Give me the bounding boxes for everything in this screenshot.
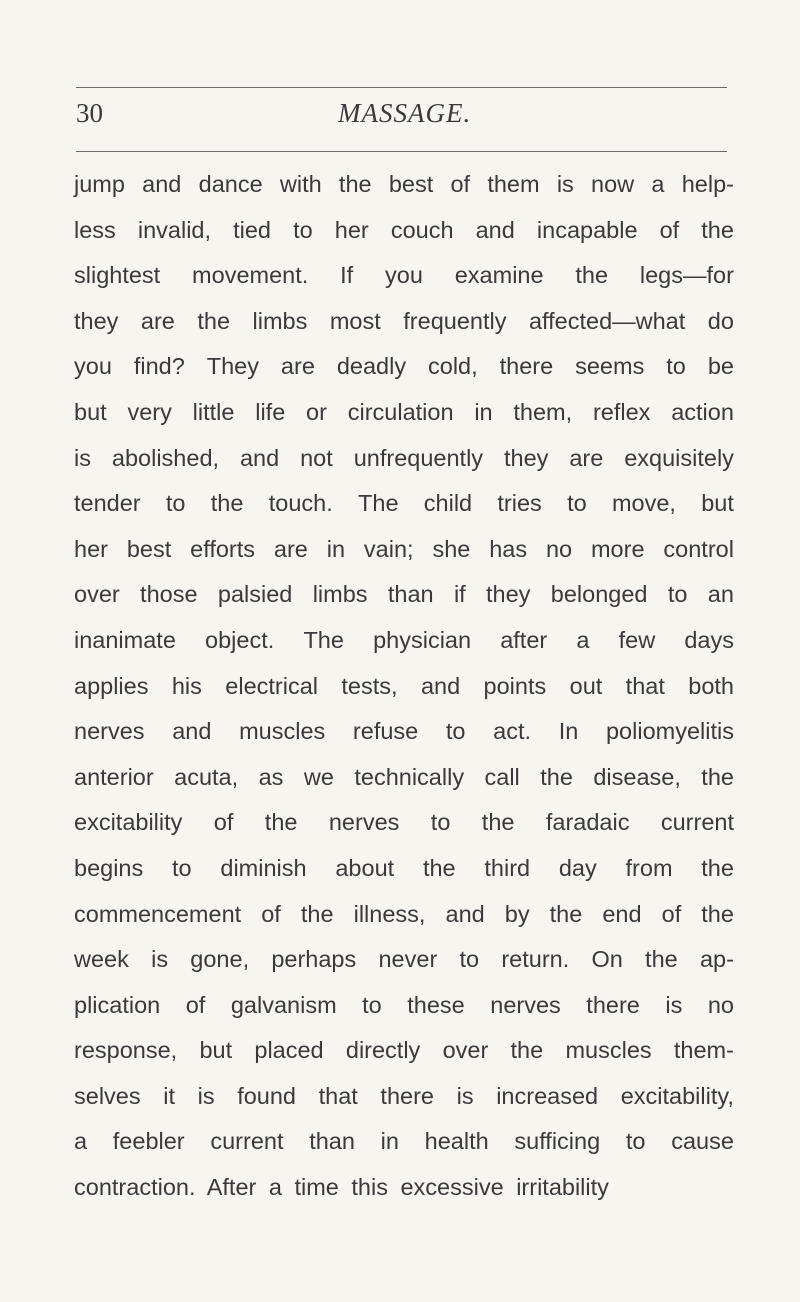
text-line: is abolished, and not unfrequently they are exquisitely (74, 444, 734, 471)
page-header (76, 98, 727, 138)
text-line: contraction. After a time this excessive irritability (74, 1174, 609, 1201)
text-line: slightest movement. If you examine the legs—for (74, 262, 734, 289)
text-line: week is gone, perhaps never to return. On the ap- (74, 946, 734, 973)
text-line: commencement of the illness, and by the end of the (74, 900, 734, 927)
header-top-rule (76, 87, 727, 88)
text-line: selves it is found that there is increased excitability, (74, 1082, 734, 1109)
text-line: plication of galvanism to these nerves there is no (74, 991, 734, 1018)
page-number: 30 (76, 98, 103, 128)
body-text (74, 162, 734, 1211)
text-line: excitability of the nerves to the faradaic current (74, 809, 734, 836)
text-line: a feebler current than in health sufficing to cause (74, 1128, 734, 1155)
text-line: response, but placed directly over the muscles them- (74, 1037, 734, 1064)
text-line: tender to the touch. The child tries to move, but (74, 490, 734, 517)
header-bottom-rule (76, 151, 727, 152)
text-line: over those palsied limbs than if they belonged to an (74, 581, 734, 608)
text-line: you find? They are deadly cold, there seems to be (74, 353, 734, 380)
text-line: begins to diminish about the third day from the (74, 854, 734, 881)
text-line: applies his electrical tests, and points out that both (74, 672, 734, 699)
text-line: anterior acuta, as we technically call the disease, the (74, 763, 734, 790)
text-line: they are the limbs most frequently affected—what do (74, 307, 734, 334)
running-head: MASSAGE. (338, 98, 472, 128)
text-line: inanimate object. The physician after a few days (74, 626, 734, 653)
text-line: her best efforts are in vain; she has no more control (74, 535, 734, 562)
text-line: but very little life or circulation in them, reflex action (74, 398, 734, 425)
text-line: nerves and muscles refuse to act. In poliomyelitis (74, 718, 734, 745)
text-line: less invalid, tied to her couch and incapable of the (74, 216, 734, 243)
text-line: jump and dance with the best of them is now a help- (74, 171, 734, 197)
